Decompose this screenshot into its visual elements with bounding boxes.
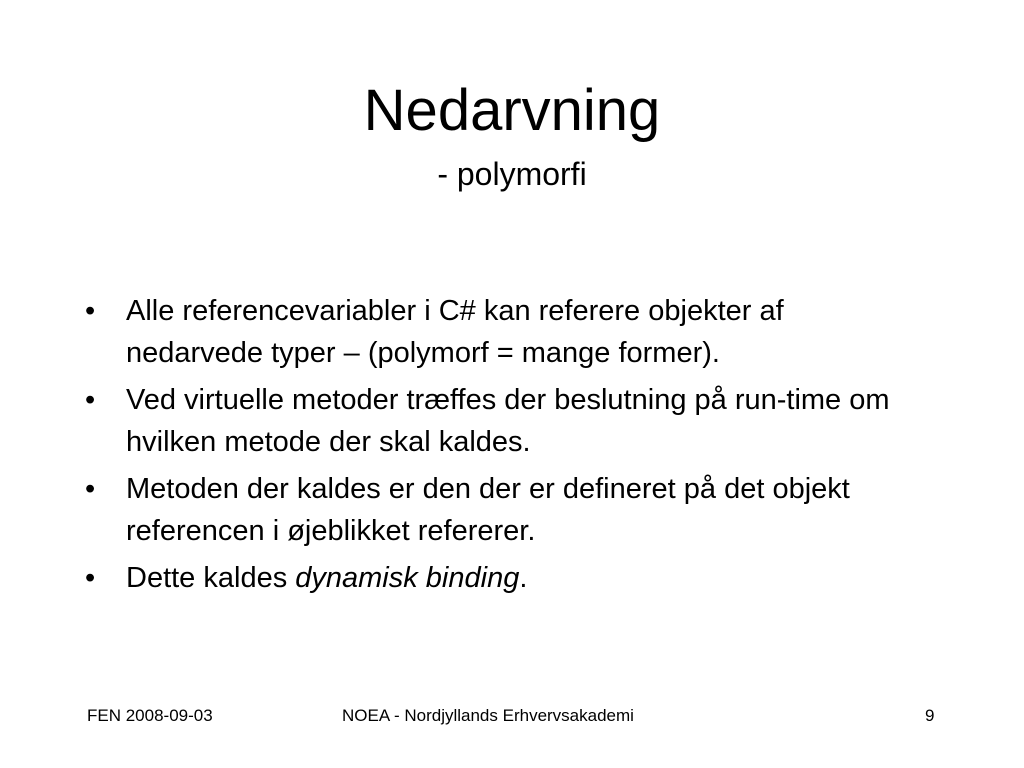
slide-title: Nedarvning xyxy=(363,78,661,143)
bullet-item: • Ved virtuelle metoder træffes der beslutning på run-time om hvilken metode der skal kaldes. xyxy=(85,379,925,463)
bullet-item xyxy=(85,557,925,599)
page-number: 9 xyxy=(925,706,935,725)
footer-date: FEN 2008-09-03 xyxy=(87,706,213,725)
bullet-text: . xyxy=(519,562,528,594)
bullet-list xyxy=(85,290,925,604)
bullet-text: Dette kaldes xyxy=(126,562,296,594)
bullet-item: • Alle referencevariabler i C# kan referere objekter af nedarvede typer – (polymorf = mange former). xyxy=(85,290,925,374)
footer-organization: NOEA - Nordjyllands Erhvervsakademi xyxy=(342,706,634,725)
bullet-item: • Metoden der kaldes er den der er defineret på det objekt referencen i øjeblikket refererer. xyxy=(85,468,925,552)
slide-subtitle: - polymorfi xyxy=(437,156,587,192)
emphasis-text: dynamisk binding xyxy=(295,562,520,594)
